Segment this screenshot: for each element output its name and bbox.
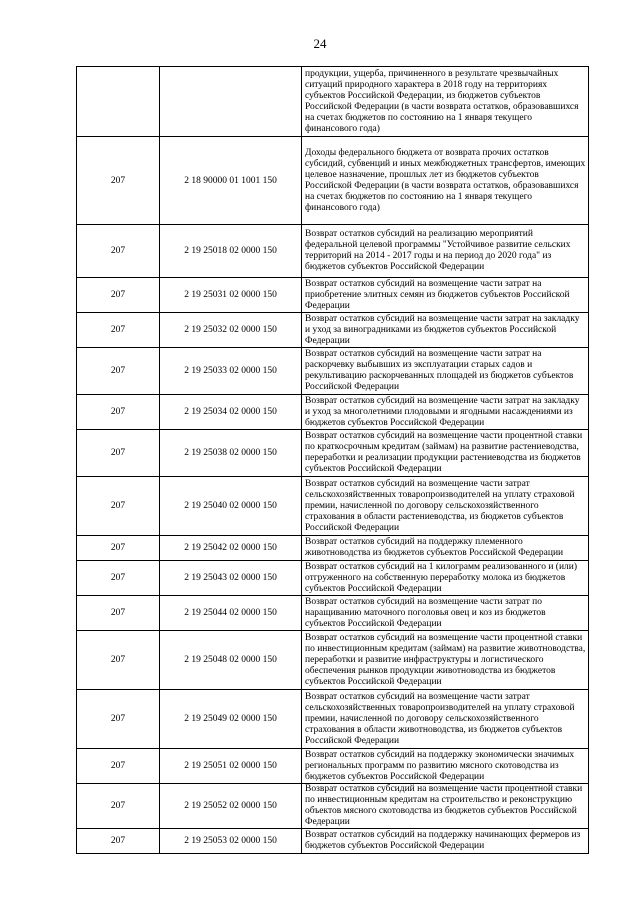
admin-code-cell: 207: [77, 278, 160, 313]
table-row: [77, 829, 589, 854]
income-name-cell: Возврат остатков субсидий на возмещение части затрат на раскорчевку выбывших из эксплуатации старых садов и рекультивацию раскорчеванных площадей из бюджетов субъектов Российской Федерации: [302, 348, 589, 395]
budget-code-cell: 2 19 25040 02 0000 150: [160, 477, 302, 536]
table-row: [77, 784, 589, 829]
table-row: [77, 225, 589, 278]
income-name-cell: Возврат остатков субсидий на возмещение части затрат на закладку и уход за виноградниками из бюджетов субъектов Российской Федерации: [302, 313, 589, 348]
budget-code-cell: 2 19 25048 02 0000 150: [160, 631, 302, 690]
table-row: [77, 477, 589, 536]
income-name-cell: Доходы федерального бюджета от возврата прочих остатков субсидий, субвенций и иных межбюджетных трансфертов, имеющих целевое назначение, прошлых лет из бюджетов субъектов Российской Федерации (в части возврата остатков, образовавшихся на счетах бюджетов по состоянию на 1 января текущего финансового года): [302, 137, 589, 225]
table-row: [77, 430, 589, 477]
budget-code-cell: [160, 67, 302, 137]
income-name-cell: Возврат остатков субсидий на 1 килограмм реализованного и (или) отгруженного на собственную переработку молока из бюджетов субъектов Российской Федерации: [302, 561, 589, 596]
budget-code-cell: 2 19 25051 02 0000 150: [160, 749, 302, 784]
income-name-cell: Возврат остатков субсидий на возмещение части затрат на приобретение элитных семян из бюджетов субъектов Российской Федерации: [302, 278, 589, 313]
income-name-cell: продукции, ущерба, причиненного в результате чрезвычайных ситуаций природного характера в 2018 году на территориях субъектов Российской Федерации, из бюджетов субъектов Российской Федерации (в части возврата остатков, образовавшихся на счетах бюджетов по состоянию на 1 января текущего финансового года): [302, 67, 589, 137]
budget-code-cell: 2 18 90000 01 1001 150: [160, 137, 302, 225]
income-name-cell: Возврат остатков субсидий на возмещение части процентной ставки по краткосрочным кредитам (займам) на развитие растениеводства, переработки и реализации продукции растениеводства из бюджетов субъектов Российской Федерации: [302, 430, 589, 477]
budget-code-cell: 2 19 25018 02 0000 150: [160, 225, 302, 278]
income-name-cell: Возврат остатков субсидий на возмещение части процентной ставки по инвестиционным кредитам на строительство и реконструкцию объектов мясного скотоводства из бюджетов субъектов Российской Федерации: [302, 784, 589, 829]
admin-code-cell: 207: [77, 313, 160, 348]
admin-code-cell: 207: [77, 430, 160, 477]
budget-code-cell: 2 19 25044 02 0000 150: [160, 596, 302, 631]
table-row: [77, 631, 589, 690]
admin-code-cell: 207: [77, 536, 160, 561]
table-row: [77, 278, 589, 313]
income-name-cell: Возврат остатков субсидий на возмещение части затрат на закладку и уход за многолетними плодовыми и ягодными насаждениями из бюджетов субъектов Российской Федерации: [302, 395, 589, 430]
income-name-cell: Возврат остатков субсидий на поддержку начинающих фермеров из бюджетов субъектов Российской Федерации: [302, 829, 589, 854]
income-name-cell: Возврат остатков субсидий на возмещение части затрат сельскохозяйственных товаропроизводителей на уплату страховой премии, начисленной по договору сельскохозяйственного страхования в области животноводства, из бюджетов субъектов Российской Федерации: [302, 690, 589, 749]
admin-code-cell: 207: [77, 225, 160, 278]
budget-code-cell: 2 19 25038 02 0000 150: [160, 430, 302, 477]
table-row: [77, 749, 589, 784]
budget-code-cell: 2 19 25049 02 0000 150: [160, 690, 302, 749]
admin-code-cell: 207: [77, 395, 160, 430]
budget-code-cell: 2 19 25033 02 0000 150: [160, 348, 302, 395]
admin-code-cell: 207: [77, 784, 160, 829]
admin-code-cell: 207: [77, 348, 160, 395]
table-row: [77, 561, 589, 596]
admin-code-cell: 207: [77, 137, 160, 225]
income-name-cell: Возврат остатков субсидий на поддержку племенного животноводства из бюджетов субъектов Российской Федерации: [302, 536, 589, 561]
table-row: [77, 348, 589, 395]
admin-code-cell: 207: [77, 477, 160, 536]
budget-code-cell: 2 19 25043 02 0000 150: [160, 561, 302, 596]
income-name-cell: Возврат остатков субсидий на возмещение части процентной ставки по инвестиционным кредитам (займам) на развитие животноводства, переработки и развитие инфраструктуры и логистического обеспечения рынков продукции животноводства из бюджетов субъектов Российской Федерации: [302, 631, 589, 690]
admin-code-cell: 207: [77, 829, 160, 854]
budget-code-cell: 2 19 25052 02 0000 150: [160, 784, 302, 829]
admin-code-cell: 207: [77, 596, 160, 631]
admin-code-cell: 207: [77, 631, 160, 690]
table-row: [77, 137, 589, 225]
budget-code-cell: 2 19 25031 02 0000 150: [160, 278, 302, 313]
table-row: [77, 690, 589, 749]
table-row: [77, 596, 589, 631]
table-row: [77, 67, 589, 137]
admin-code-cell: [77, 67, 160, 137]
income-name-cell: Возврат остатков субсидий на поддержку экономически значимых региональных программ по развитию мясного скотоводства из бюджетов субъектов Российской Федерации: [302, 749, 589, 784]
income-name-cell: Возврат остатков субсидий на возмещение части затрат сельскохозяйственных товаропроизводителей на уплату страховой премии, начисленной по договору сельскохозяйственного страхования в области растениеводства, из бюджетов субъектов Российской Федерации: [302, 477, 589, 536]
budget-code-cell: 2 19 25053 02 0000 150: [160, 829, 302, 854]
table-row: [77, 395, 589, 430]
admin-code-cell: 207: [77, 690, 160, 749]
table-row: [77, 313, 589, 348]
page-number: 24: [313, 36, 327, 51]
admin-code-cell: 207: [77, 749, 160, 784]
budget-code-cell: 2 19 25042 02 0000 150: [160, 536, 302, 561]
table-row: [77, 536, 589, 561]
income-name-cell: Возврат остатков субсидий на возмещение части затрат по наращиванию маточного поголовья овец и коз из бюджетов субъектов Российской Федерации: [302, 596, 589, 631]
budget-code-cell: 2 19 25032 02 0000 150: [160, 313, 302, 348]
budget-code-cell: 2 19 25034 02 0000 150: [160, 395, 302, 430]
income-name-cell: Возврат остатков субсидий на реализацию мероприятий федеральной целевой программы "Устойчивое развитие сельских территорий на 2014 - 2017 годы и на период до 2020 года" из бюджетов субъектов Российской Федерации: [302, 225, 589, 278]
admin-code-cell: 207: [77, 561, 160, 596]
budget-codes-table: [76, 66, 589, 854]
